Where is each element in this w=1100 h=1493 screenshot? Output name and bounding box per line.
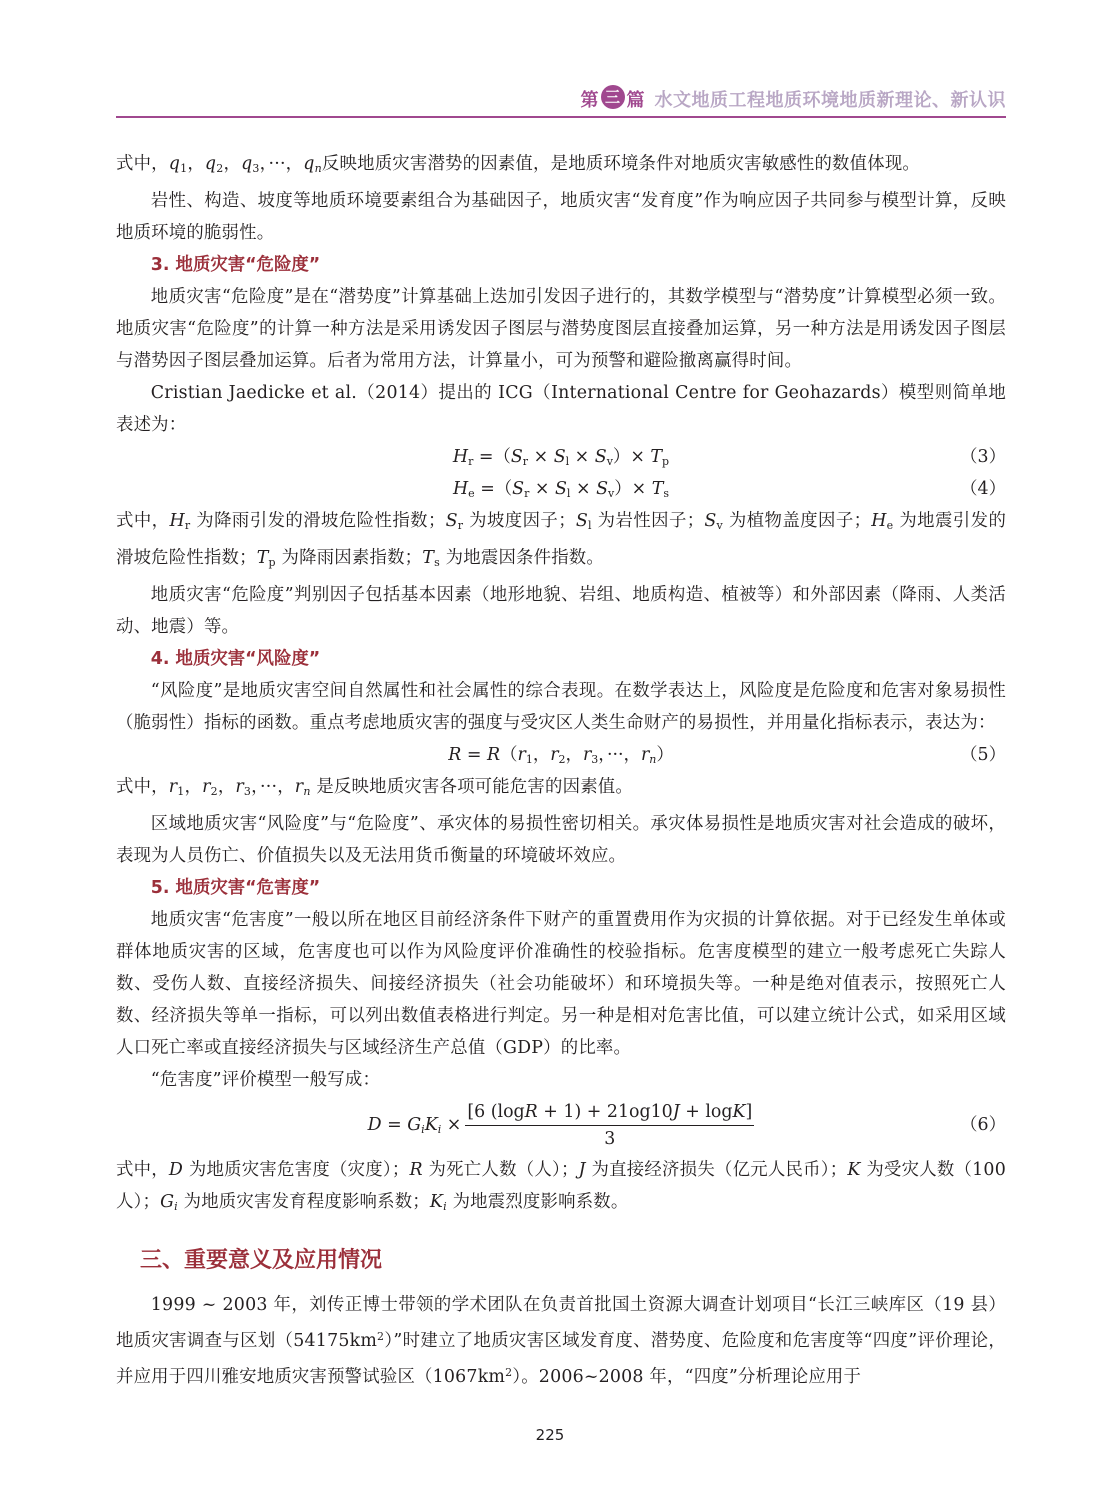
paragraph-q-definition: 式中，$q_1$，$q_2$，$q_3$，···，$q_n$反映地质灾害潜势的因素值，是地质环境条件对地质灾害敏感性的数值体现。 <box>116 154 921 175</box>
header-part-number-badge: 三 <box>601 85 625 109</box>
header-part-suffix: 篇 <box>626 90 645 111</box>
paragraph-icg: Cristian Jaedicke et al.（2014）提出的 ICG（International Centre for Geohazards）模型则简单地表述为： <box>116 383 1006 435</box>
page-number: 225 <box>535 1426 565 1444</box>
equation-5-number: （5） <box>960 745 1006 765</box>
subheading-risk: 4. 地质灾害“风险度” <box>150 649 321 669</box>
paragraph-d-definition: 式中，D 为地质灾害危害度（灾度）；R 为死亡人数（人）；J 为直接经济损失（亿元人民币）；K 为受灾人数（100 人）；$G_i$ 为地质灾害发育程度影响系数；$K_i$ 为地震烈度影响系数。 <box>116 1160 1006 1213</box>
paragraph-h-definition: 式中，$H_r$ 为降雨引发的滑坡危险性指数；$S_r$ 为坡度因子；$S_l$ 为岩性因子；$S_v$ 为植物盖度因子；$H_e$ 为地震引发的滑坡危险性指数；$T_p$ 为降雨因素指数；$T_s$ 为地震因条件指数。 <box>116 511 1007 569</box>
paragraph-r-definition: 式中，$r_1$，$r_2$，$r_3$，···，$r_n$ 是反映地质灾害各项可能危害的因素值。 <box>116 777 633 798</box>
paragraph-harm: 地质灾害“危害度”一般以所在地区目前经济条件下财产的重置费用作为灾损的计算依据。对于已经发生单体或群体地质灾害的区域，危害度也可以作为风险度评价准确性的校验指标。危害度模型的建立一般考虑死亡失踪人数、受伤人数、直接经济损失、间接经济损失（社会功能破坏）和环境损失等。一种是绝对值表示，按照死亡人数、经济损失等单一指标，可以列出数值表格进行判定。另一种是相对危害比值，可以建立统计公式，如采用区域人口死亡率或直接经济损失与区域经济生产总值（GDP）的比率。 <box>116 910 1006 1058</box>
equation-6-number: （6） <box>960 1115 1006 1135</box>
paragraph-danger-factors: 地质灾害“危险度”判别因子包括基本因素（地形地貌、岩组、地质构造、植被等）和外部因素（降雨、人类活动、地震）等。 <box>116 585 1006 637</box>
equation-6: $D = G_iK_i$ × $\frac{[6 (\log R + 1) + 21og10J + \log K]}{3}$ （6） <box>116 1096 1006 1154</box>
subheading-danger: 3. 地质灾害“危险度” <box>150 255 321 275</box>
equation-5: $R = R(r_1$，$r_2$，$r_3$，···，$r_n$） （5） <box>116 739 1006 771</box>
paragraph-harm-model: “危害度”评价模型一般写成： <box>150 1070 381 1090</box>
paragraph-vulnerability: 区域地质灾害“风险度”与“危险度”、承灾体的易损性密切相关。承灾体易损性是地质灾害对社会造成的破坏，表现为人员伤亡、价值损失以及无法用货币衡量的环境破坏效应。 <box>116 814 1006 866</box>
header-text <box>581 84 1007 114</box>
paragraph-fragility: 岩性、构造、坡度等地质环境要素组合为基础因子，地质灾害“发育度”作为响应因子共同参与模型计算，反映地质环境的脆弱性。 <box>116 191 1006 243</box>
paragraph-danger: 地质灾害“危险度”是在“潜势度”计算基础上迭加引发因子进行的，其数学模型与“潜势度”计算模型必须一致。地质灾害“危险度”的计算一种方法是采用诱发因子图层与潜势度图层直接叠加运算，另一种方法是用诱发因子图层与潜势因子图层叠加运算。后者为常用方法，计算量小，可为预警和避险撤离赢得时间。 <box>116 287 1006 371</box>
equation-3-number: （3） <box>960 447 1006 467</box>
header-title: 水文地质工程地质环境地质新理论、新认识 <box>654 90 1006 111</box>
equation-4: $H_e =(S_r \times S_l \times S_v)\times T_s$ （4） <box>116 473 1006 505</box>
paragraph-application: 1999 ~ 2003 年，刘传正博士带领的学术团队在负责首批国土资源大调查计划项目“长江三峡库区（19 县）地质灾害调查与区划$(54175km^2)$”时建立了地质灾害区域发育度、潜势度、危险度和危害度等“四度”评价理论，并应用于四川雅安地质灾害预警试验区$(1067km^2)$。2006~2008 年，“四度”分析理论应用于 <box>116 1295 1006 1387</box>
paragraph-risk: “风险度”是地质灾害空间自然属性和社会属性的综合表现。在数学表达上，风险度是危险度和危害对象易损性（脆弱性）指标的函数。重点考虑地质灾害的强度与受灾区人类生命财产的易损性，并用量化指标表示，表达为： <box>116 681 1006 733</box>
equation-4-number: （4） <box>960 479 1006 499</box>
header-part-prefix: 第 <box>580 90 599 111</box>
page-body <box>116 148 1006 1393</box>
equation-3: $H_r =(S_r \times S_l \times S_v)\times T_p$ （3） <box>116 441 1006 473</box>
running-header <box>0 84 1010 118</box>
section-heading-significance: 三、重要意义及应用情况 <box>140 1248 383 1273</box>
header-rule <box>116 116 1006 118</box>
subheading-harm: 5. 地质灾害“危害度” <box>150 878 321 898</box>
